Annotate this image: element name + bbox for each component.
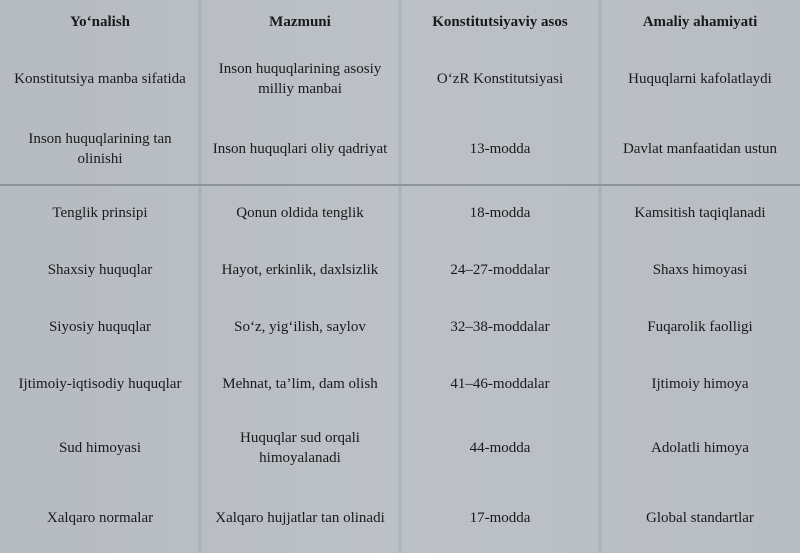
cell-content: Huquqlar sud orqali himoyalanadi <box>240 429 360 466</box>
table-row <box>0 356 800 413</box>
cell-basis: 17-modda <box>469 509 531 526</box>
cell-basis: 41–46-moddalar <box>450 376 550 393</box>
cell-content: Qonun oldida tenglik <box>236 204 364 221</box>
cell-content: Inson huquqlari oliy qadriyat <box>212 141 388 158</box>
cell-significance: Fuqarolik faolligi <box>647 319 753 336</box>
table-row <box>0 241 800 298</box>
cell-content: Xalqaro hujjatlar tan olinadi <box>215 509 385 526</box>
cell-basis: O‘zR Konstitutsiyasi <box>436 71 564 88</box>
cell-significance: Huquqlarni kafolatlaydi <box>628 71 772 88</box>
cell-basis: 24–27-moddalar <box>450 261 550 278</box>
cell-basis: 44-modda <box>469 439 531 456</box>
table-row <box>0 184 800 241</box>
cell-content: So‘z, yig‘ilish, saylov <box>234 319 366 336</box>
table-row <box>0 114 800 184</box>
cell-direction: Sud himoyasi <box>58 439 142 456</box>
cell-basis: 13-modda <box>469 141 531 158</box>
header-constitutional-basis: Konstitutsiyaviy asos <box>432 14 568 30</box>
cell-significance: Adolatli himoya <box>651 439 749 456</box>
cell-content: Hayot, erkinlik, daxlsizlik <box>221 261 379 278</box>
cell-direction: Shaxsiy huquqlar <box>47 261 153 278</box>
cell-basis: 32–38-moddalar <box>450 319 550 336</box>
header-direction: Yo‘nalish <box>69 14 131 30</box>
table-row <box>0 413 800 483</box>
cell-basis: 18-modda <box>469 204 531 221</box>
header-content: Mazmuni <box>269 14 331 30</box>
cell-direction: Konstitutsiya manba sifatida <box>14 71 186 88</box>
cell-direction: Siyosiy huquqlar <box>48 319 152 336</box>
cell-significance: Davlat manfaatidan ustun <box>622 141 778 158</box>
cell-direction: Inson huquqlarining tan olinishi <box>28 131 172 168</box>
table-header-row <box>0 0 800 44</box>
table-row <box>0 483 800 553</box>
cell-content: Mehnat, ta’lim, dam olish <box>222 376 378 393</box>
table-row <box>0 298 800 355</box>
cell-significance: Global standartlar <box>646 509 754 526</box>
cell-significance: Ijtimoiy himoya <box>651 376 749 393</box>
cell-significance: Shaxs himoyasi <box>652 261 748 278</box>
table-row <box>0 44 800 114</box>
cell-significance: Kamsitish taqiqlanadi <box>634 204 766 221</box>
cell-direction: Tenglik prinsipi <box>52 204 148 221</box>
cell-direction: Xalqaro normalar <box>46 509 154 526</box>
cell-content: Inson huquqlarining asosiy milliy manbai <box>218 61 382 98</box>
header-practical-significance: Amaliy ahamiyati <box>642 14 758 30</box>
cell-direction: Ijtimoiy-iqtisodiy huquqlar <box>18 376 182 393</box>
